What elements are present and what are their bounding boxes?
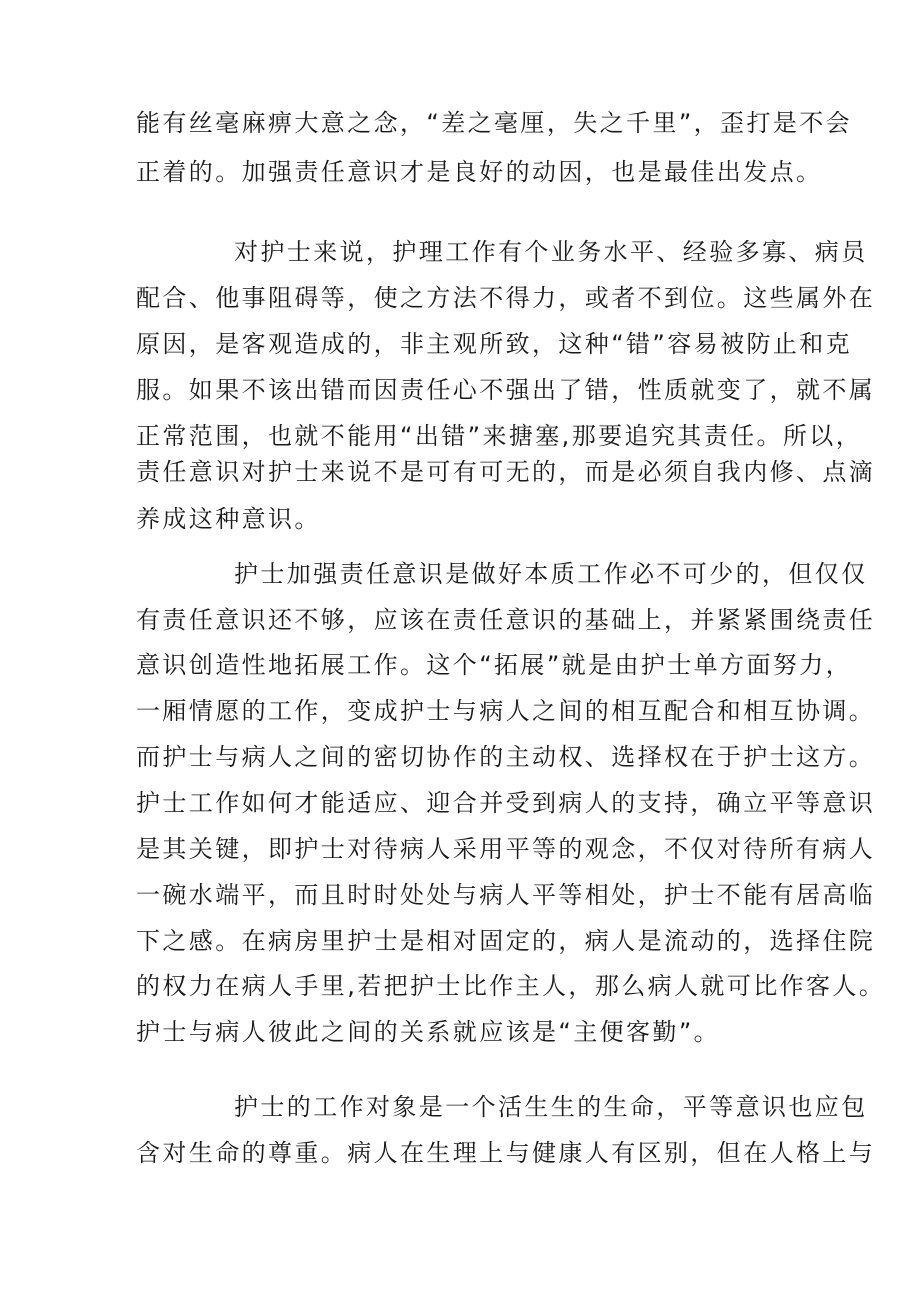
text-line: 下之感。在病房里护士是相对固定的，病人是流动的，选择住院: [136, 927, 876, 955]
paragraph-first-line: 护士的工作对象是一个活生生的生命，平等意识也应包: [234, 1093, 868, 1121]
text-line: 的权力在病人手里,若把护士比作主人，那么病人就可比作客人。: [136, 972, 886, 1000]
text-line: 意识创造性地拓展工作。这个“拓展”就是由护士单方面努力，: [136, 651, 853, 679]
text-line: 责任意识对护士来说不是可有可无的，而是必须自我内修、点滴: [136, 458, 876, 486]
paragraph-first-line: 对护士来说，护理工作有个业务水平、经验多寡、病员: [234, 238, 868, 266]
paragraph-first-line: 护士加强责任意识是做好本质工作必不可少的，但仅仅: [234, 560, 868, 588]
text-line: 有责任意识还不够，应该在责任意识的基础上，并紧紧围绕责任: [136, 606, 876, 634]
text-line: 护士与病人彼此之间的关系就应该是“主便客勤”。: [136, 1018, 721, 1046]
text-line: 养成这种意识。: [136, 505, 321, 533]
text-line: 一碗水端平，而且时时处处与病人平等相处，护士不能有居高临: [136, 881, 876, 909]
text-line: 服。如果不该出错而因责任心不强出了错，性质就变了，就不属: [136, 376, 876, 404]
text-line: 原因，是客观造成的，非主观所致，这种“错”容易被防止和克: [136, 330, 853, 358]
text-line: 而护士与病人之间的密切协作的主动权、选择权在于护士这方。: [136, 743, 876, 771]
text-line: 护士工作如何才能适应、迎合并受到病人的支持，确立平等意识: [136, 789, 876, 817]
text-line: 正着的。加强责任意识才是良好的动因，也是最佳出发点。: [136, 158, 823, 186]
text-line: 一厢情愿的工作，变成护士与病人之间的相互配合和相互协调。: [136, 697, 876, 725]
text-line: 是其关键，即护士对待病人采用平等的观念，不仅对待所有病人: [136, 835, 876, 863]
text-line: 正常范围，也就不能用“出错”来搪塞,那要追究其责任。所以，: [136, 422, 863, 450]
text-line: 配合、他事阻碍等，使之方法不得力，或者不到位。这些属外在: [136, 284, 876, 312]
text-line: 含对生命的尊重。病人在生理上与健康人有区别，但在人格上与: [136, 1139, 876, 1167]
text-line: 能有丝毫麻痹大意之念，“差之毫厘，失之千里”，歪打是不会: [136, 109, 853, 137]
